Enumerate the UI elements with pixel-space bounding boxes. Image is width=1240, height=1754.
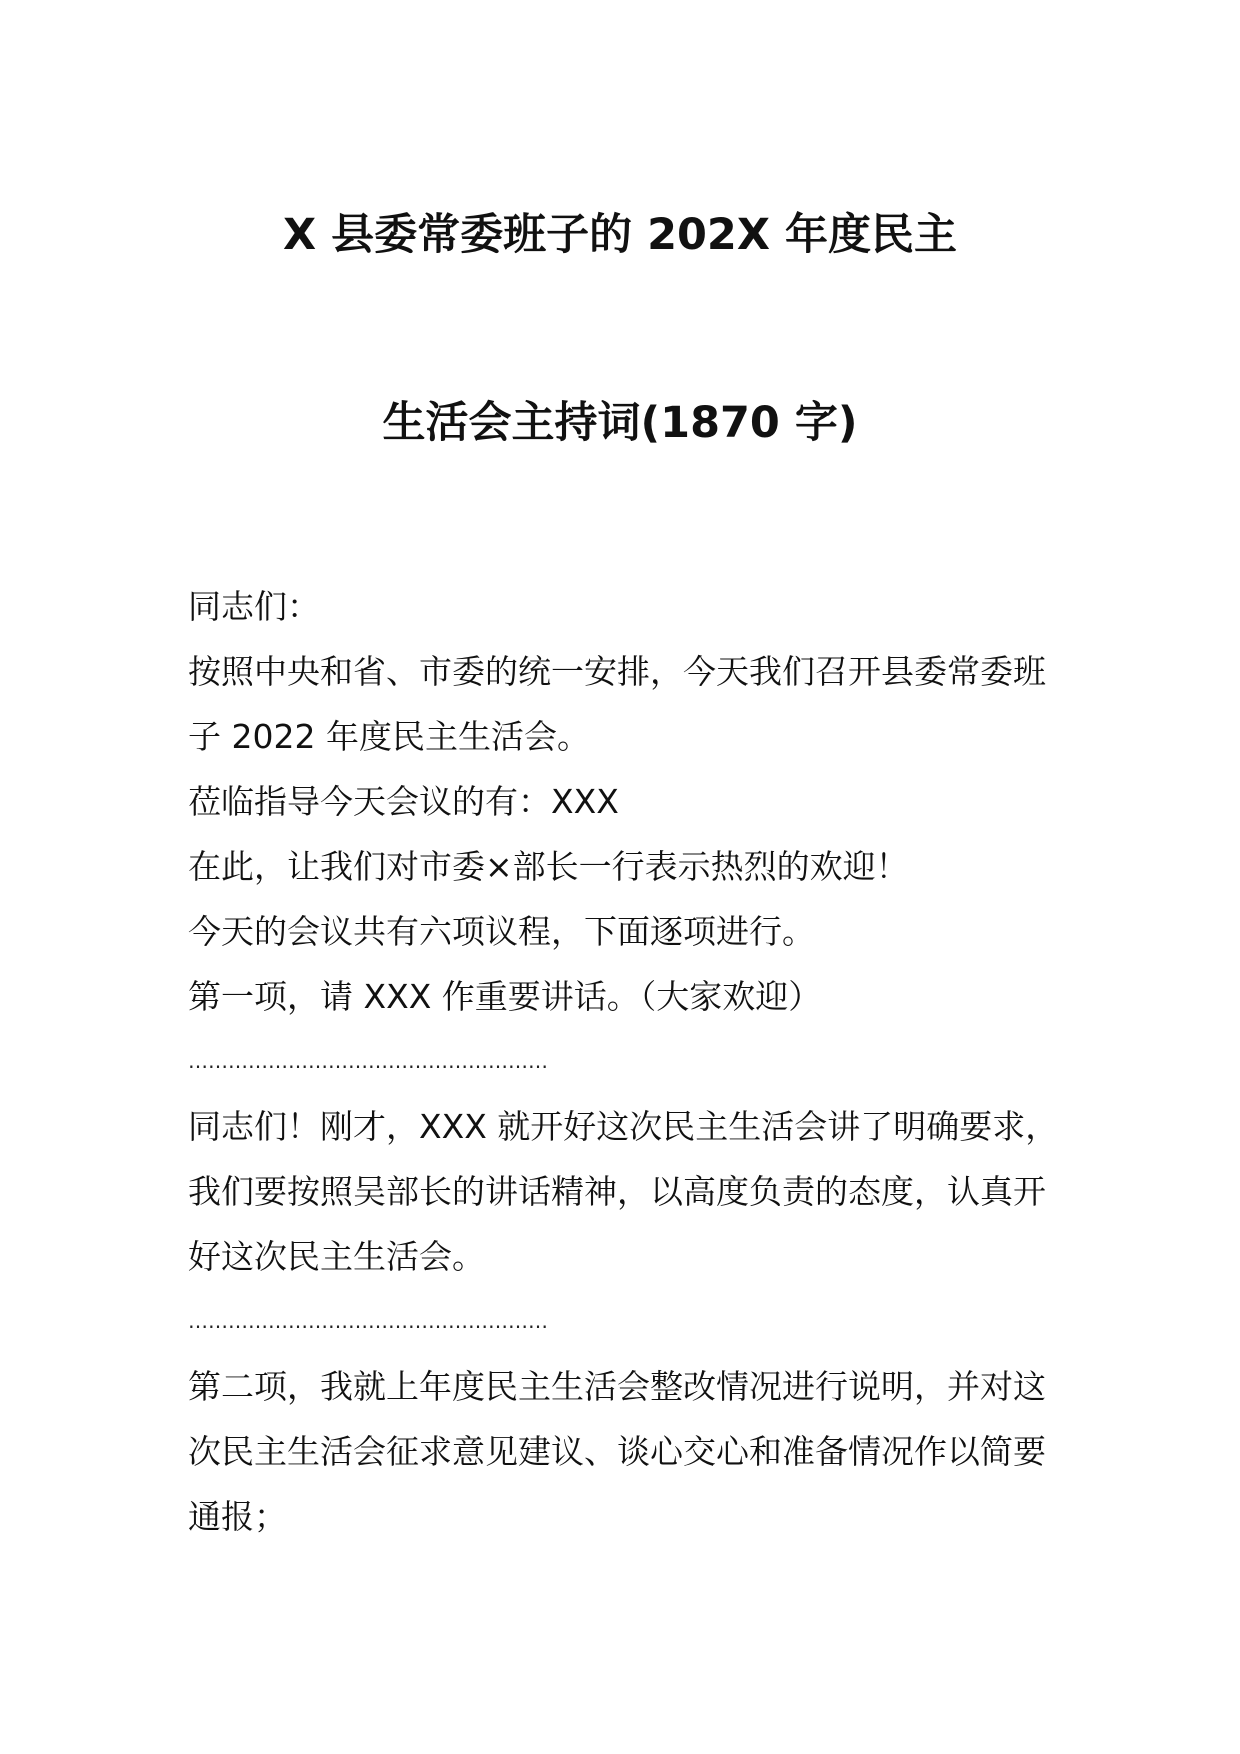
paragraph-remarks: 同志们！刚才，XXX 就开好这次民主生活会讲了明确要求，我们要按照吴部长的讲话精神，以高度负责的态度，认真开好这次民主生活会。 — [188, 1107, 1059, 1276]
ellipsis-separator: ……………………………………………… — [188, 1309, 548, 1333]
document-body — [188, 574, 1068, 1549]
paragraph-item-one: 第一项，请 XXX 作重要讲话。（大家欢迎） — [188, 977, 822, 1016]
document-title-line-2: 生活会主持词(1870 字) — [382, 398, 858, 448]
ellipsis-separator: ……………………………………………… — [188, 1049, 548, 1073]
paragraph-guests: 莅临指导今天会议的有：XXX — [188, 782, 619, 821]
paragraph-greeting: 同志们： — [188, 587, 320, 626]
paragraph-item-two: 第二项，我就上年度民主生活会整改情况进行说明，并对这次民主生活会征求意见建议、谈心交心和准备情况作以简要通报； — [188, 1367, 1046, 1536]
document-title-line-1: X 县委常委班子的 202X 年度民主 — [283, 210, 957, 260]
paragraph-agenda: 今天的会议共有六项议程，下面逐项进行。 — [188, 912, 815, 951]
paragraph-intro: 按照中央和省、市委的统一安排，今天我们召开县委常委班子 2022 年度民主生活会。 — [188, 652, 1046, 756]
paragraph-welcome: 在此，让我们对市委×部长一行表示热烈的欢迎！ — [188, 847, 909, 886]
